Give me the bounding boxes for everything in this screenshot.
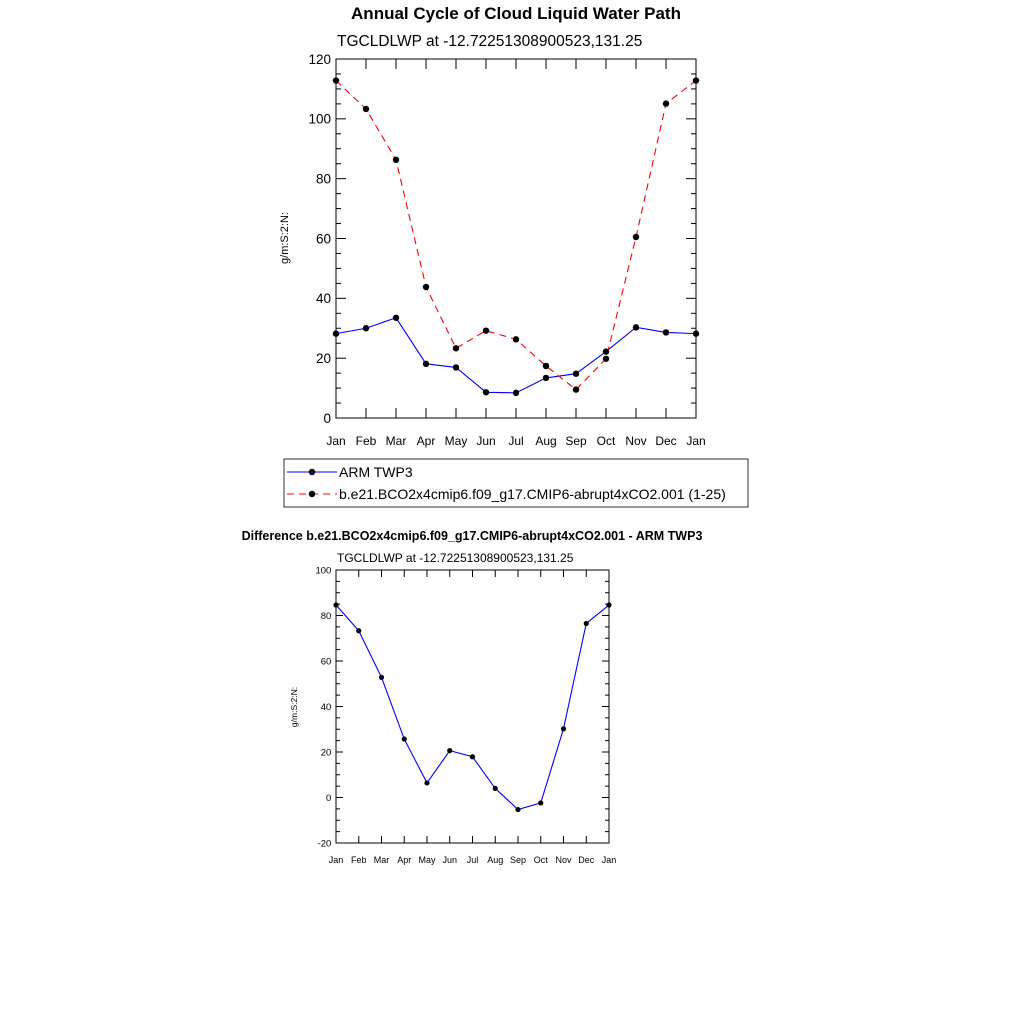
series-1-point — [603, 356, 609, 362]
series-1-point — [633, 234, 639, 240]
y-tick-label: 100 — [308, 111, 331, 127]
x-tick-label: Feb — [350, 855, 367, 865]
series-0-point — [561, 726, 566, 731]
series-0-point — [363, 325, 369, 331]
series-1-point — [393, 157, 399, 163]
series-0-point — [515, 807, 520, 812]
x-tick-label: Apr — [416, 434, 436, 448]
y-tick-label: 40 — [315, 291, 331, 307]
difference-series-layer — [333, 602, 611, 812]
series-0-point — [393, 315, 399, 321]
chart-subtitle: TGCLDLWP at -12.72251308900523,131.25 — [337, 33, 643, 50]
x-tick-label: Aug — [535, 434, 557, 448]
x-tick-label: Dec — [578, 855, 595, 865]
x-tick-label: Apr — [397, 855, 412, 865]
series-1-point — [573, 386, 579, 392]
series-0-point — [379, 675, 384, 680]
y-tick-label: 20 — [315, 351, 331, 367]
series-0-point — [453, 364, 459, 370]
x-tick-label: Dec — [655, 434, 677, 448]
series-0-point — [606, 602, 611, 607]
y-tick-label: 120 — [308, 51, 331, 67]
series-0-point — [538, 800, 543, 805]
x-tick-label: Jun — [442, 855, 458, 865]
y-tick-label: -20 — [317, 838, 332, 850]
legend-label-arm: ARM TWP3 — [339, 464, 413, 480]
legend-item-model — [287, 486, 726, 502]
legend-marker-model — [309, 491, 315, 497]
series-0-point — [493, 786, 498, 791]
y-tick-label: 80 — [315, 171, 331, 187]
series-0-point — [356, 628, 361, 633]
series-line-0 — [336, 605, 609, 810]
difference-panel — [242, 529, 703, 865]
x-tick-label: Nov — [625, 434, 647, 448]
annual-cycle-panel — [279, 4, 706, 448]
x-tick-label: Sep — [509, 855, 527, 865]
y-tick-label: 100 — [315, 565, 332, 577]
difference-y-tick-labels — [315, 565, 331, 849]
legend-label-model: b.e21.BCO2x4cmip6.f09_g17.CMIP6-abrupt4xCO2.001 (1-25) — [339, 486, 726, 502]
series-1-point — [423, 284, 429, 290]
series-0-point — [447, 748, 452, 753]
x-tick-label: May — [444, 434, 468, 448]
series-0-point — [633, 324, 639, 330]
series-0-point — [424, 780, 429, 785]
x-tick-label: Mar — [373, 855, 390, 865]
series-0-point — [483, 389, 489, 395]
difference-y-axis-label: g/m:S:2:N: — [289, 686, 299, 728]
y-tick-label: 40 — [320, 701, 332, 713]
x-tick-label: Jan — [326, 434, 346, 448]
y-tick-label: 80 — [320, 610, 332, 622]
series-1-point — [663, 100, 669, 106]
series-0-point — [543, 375, 549, 381]
y-tick-label: 60 — [315, 231, 331, 247]
series-1-point — [693, 77, 699, 83]
x-tick-labels — [326, 434, 705, 448]
x-tick-label: Jan — [686, 434, 706, 448]
y-tick-label: 20 — [320, 747, 332, 759]
y-tick-labels — [308, 52, 331, 426]
series-0-point — [333, 330, 339, 336]
series-0-point — [573, 371, 579, 377]
series-0-point — [663, 329, 669, 335]
x-tick-label: Jan — [601, 855, 617, 865]
series-1-point — [513, 336, 519, 342]
difference-subtitle: TGCLDLWP at -12.72251308900523,131.25 — [337, 551, 574, 565]
series-line-1 — [336, 81, 696, 390]
legend-marker-arm — [309, 469, 315, 475]
difference-x-tick-labels — [329, 855, 617, 865]
y-tick-label: 0 — [326, 792, 332, 804]
y-axis-label: g/m:S:2:N: — [279, 212, 291, 264]
series-0-point — [333, 602, 338, 607]
series-1-point — [543, 363, 549, 369]
series-0-point — [470, 754, 475, 759]
y-tick-label: 0 — [323, 410, 331, 426]
x-tick-label: Feb — [355, 434, 377, 448]
series-0-point — [584, 621, 589, 626]
x-tick-label: Jul — [466, 855, 479, 865]
series-line-0 — [336, 318, 696, 393]
x-tick-label: Nov — [555, 855, 572, 865]
difference-title: Difference b.e21.BCO2x4cmip6.f09_g17.CMIP6-abrupt4xCO2.001 - ARM TWP3 — [241, 529, 703, 543]
series-1-point — [333, 77, 339, 83]
series-0-point — [402, 736, 407, 741]
x-tick-label: Jan — [328, 855, 344, 865]
legend-item-arm — [287, 464, 413, 480]
x-tick-label: Aug — [487, 855, 504, 865]
x-tick-label: Jun — [476, 434, 496, 448]
series-1-point — [363, 106, 369, 112]
plot-frame — [336, 59, 696, 418]
series-1-point — [483, 327, 489, 333]
x-tick-label: Sep — [565, 434, 587, 448]
x-tick-label: Oct — [596, 434, 616, 448]
axis-ticks — [336, 59, 696, 418]
x-tick-label: Mar — [385, 434, 407, 448]
legend — [284, 459, 748, 507]
y-tick-label: 60 — [320, 656, 332, 668]
series-0-point — [513, 390, 519, 396]
series-0-point — [603, 348, 609, 354]
x-tick-label: May — [418, 855, 436, 865]
series-0-point — [423, 361, 429, 367]
series-0-point — [693, 330, 699, 336]
x-tick-label: Oct — [533, 855, 548, 865]
series-1-point — [453, 345, 459, 351]
chart-title: Annual Cycle of Cloud Liquid Water Path — [351, 4, 681, 23]
series-layer — [333, 77, 699, 396]
x-tick-label: Jul — [508, 434, 524, 448]
